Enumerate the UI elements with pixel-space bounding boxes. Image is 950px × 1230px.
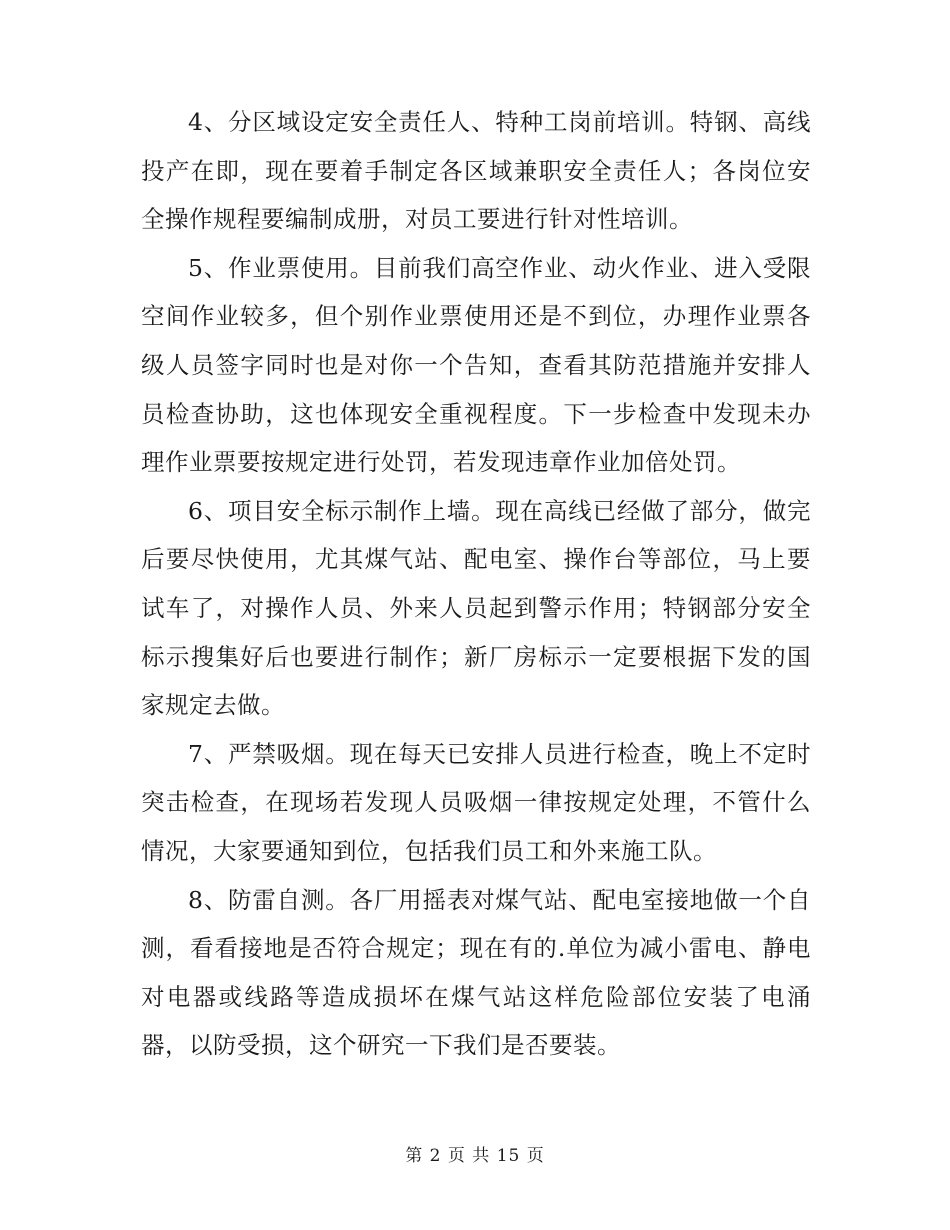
document-body <box>141 98 811 1070</box>
paragraph-item-5: 5、作业票使用。目前我们高空作业、动火作业、进入受限空间作业较多，但个别作业票使用还是不到位，办理作业票各级人员签字同时也是对你一个告知，查看其防范措施并安排人员检查协助，这也体现安全重视程度。下一步检查中发现未办理作业票要按规定进行处罚，若发现违章作业加倍处罚。 <box>141 253 811 477</box>
paragraph-item-4: 4、分区域设定安全责任人、特种工岗前培训。特钢、高线投产在即，现在要着手制定各区域兼职安全责任人；各岗位安全操作规程要编制成册，对员工要进行针对性培训。 <box>141 108 811 234</box>
paragraph-item-8: 8、防雷自测。各厂用摇表对煤气站、配电室接地做一个自测，看看接地是否符合规定；现在有的.单位为减小雷电、静电对电器或线路等造成损坏在煤气站这样危险部位安装了电涌器，以防受损，这个研究一下我们是否要装。 <box>141 885 811 1060</box>
paragraph-item-6: 6、项目安全标示制作上墙。现在高线已经做了部分，做完后要尽快使用，尤其煤气站、配电室、操作台等部位，马上要试车了，对操作人员、外来人员起到警示作用；特钢部分安全标示搜集好后也要进行制作；新厂房标示一定要根据下发的国家规定去做。 <box>141 496 811 720</box>
page-number-footer: 第 2 页 共 15 页 <box>405 1146 545 1166</box>
paragraph-item-7: 7、严禁吸烟。现在每天已安排人员进行检查，晚上不定时突击检查，在现场若发现人员吸烟一律按规定处理，不管什么情况，大家要通知到位，包括我们员工和外来施工队。 <box>141 739 811 865</box>
